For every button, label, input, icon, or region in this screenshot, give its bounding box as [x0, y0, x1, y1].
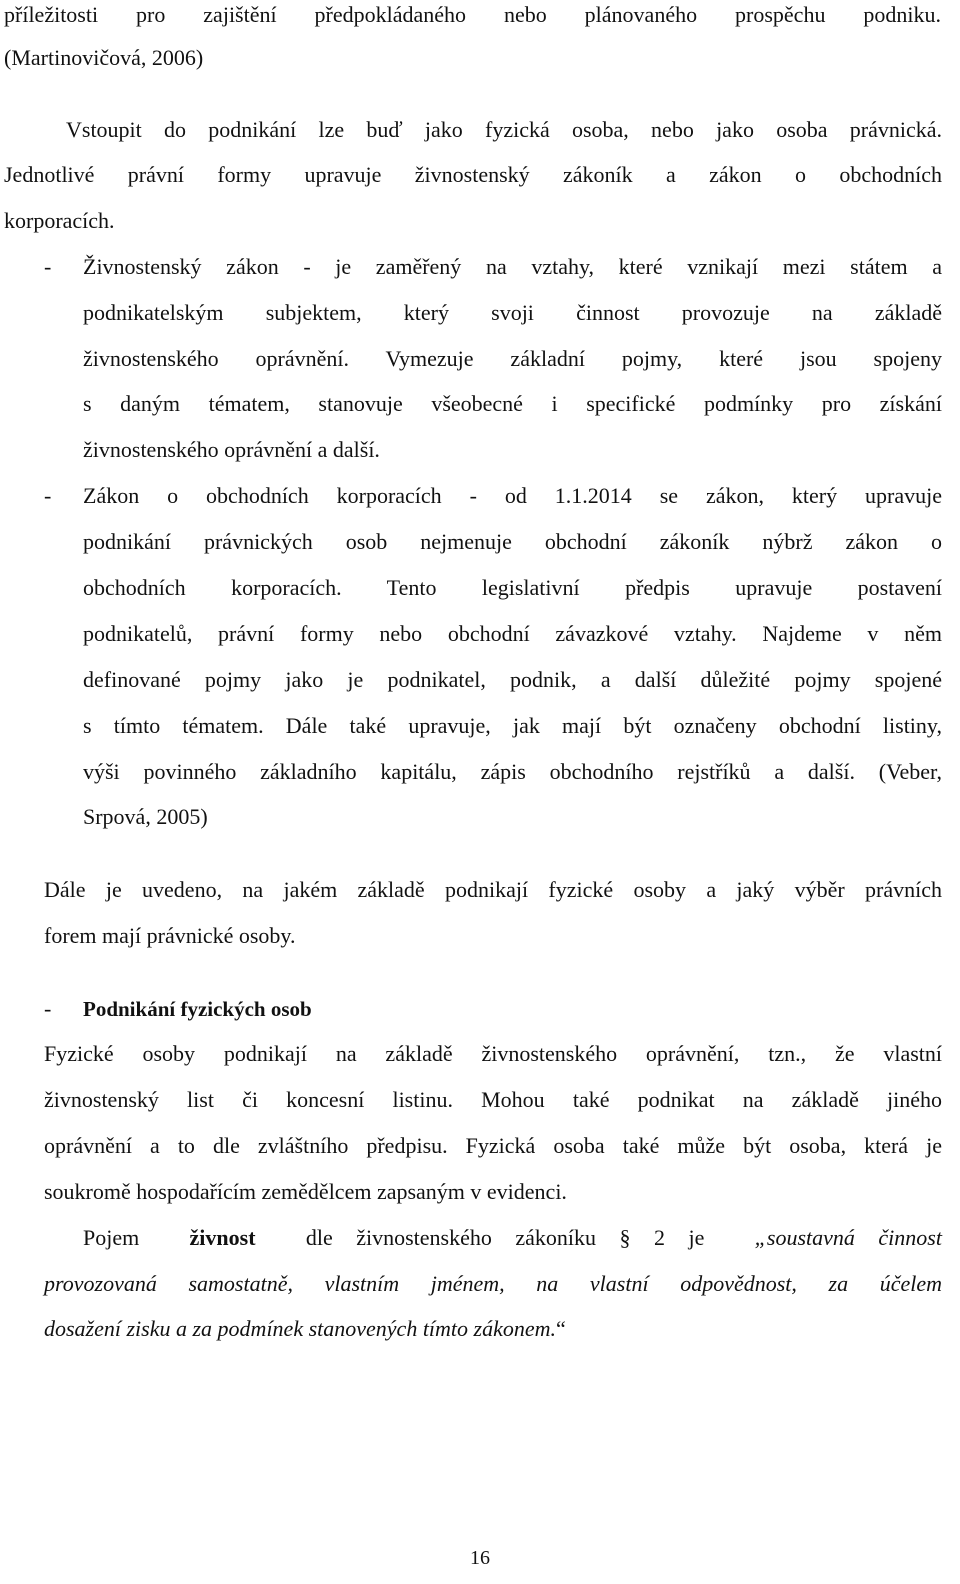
text-line: definované pojmy jako je podnikatel, podnik, a další důležité pojmy spojené — [83, 667, 942, 692]
text-line: živnostenského oprávnění. Vymezuje základní pojmy, které jsou spojeny — [83, 346, 942, 371]
quote-text: dosažení zisku a za podmínek stanovených tímto zákonem. — [44, 1316, 557, 1341]
quote-start: „soustavná činnost — [754, 1225, 942, 1250]
quote-end-mark: “ — [556, 1316, 566, 1341]
italic-quote-line — [44, 1314, 566, 1344]
text-line: podnikatelů, právní formy nebo obchodní závazkové vztahy. Najdeme v něm — [83, 621, 942, 646]
text-segment: dle živnostenského zákoníku § 2 je — [305, 1225, 705, 1250]
text-line: Fyzické osoby podnikají na základě živnostenského oprávnění, tzn., že vlastní — [44, 1041, 942, 1066]
text-line: s tímto tématem. Dále také upravuje, jak mají být označeny obchodní listiny, — [83, 713, 942, 738]
text-line-mixed — [83, 1223, 942, 1253]
text-line: Dále je uvedeno, na jakém základě podnikají fyzické osoby a jaký výběr právních — [44, 877, 942, 902]
text-line: Srpová, 2005) — [83, 804, 208, 829]
text-line: Živnostenský zákon - je zaměřený na vztahy, které vznikají mezi státem a — [83, 254, 942, 279]
text-line: obchodních korporacích. Tento legislativní předpis upravuje postavení — [83, 575, 942, 600]
text-line: Jednotlivé právní formy upravuje živnostenský zákoník a zákon o obchodních — [4, 162, 942, 187]
text-line: příležitosti pro zajištění předpokládaného nebo plánovaného prospěchu podniku. — [4, 2, 941, 27]
list-dash: - — [44, 254, 52, 279]
list-dash: - — [44, 996, 52, 1021]
italic-quote-line: provozovaná samostatně, vlastním jménem, na vlastní odpovědnost, za účelem — [44, 1271, 942, 1296]
text-line: výši povinného základního kapitálu, zápis obchodního rejstříků a další. (Veber, — [83, 759, 942, 784]
text-line: forem mají právnické osoby. — [44, 923, 296, 948]
text-line: Vstoupit do podnikání lze buď jako fyzická osoba, nebo jako osoba právnická. — [66, 117, 942, 142]
text-line: korporacích. — [4, 208, 115, 233]
text-line: oprávnění a to dle zvláštního předpisu. Fyzická osoba také může být osoba, která je — [44, 1133, 942, 1158]
page-number: 16 — [470, 1547, 490, 1569]
text-line: podnikání právnických osob nejmenuje obchodní zákoník nýbrž zákon o — [83, 529, 942, 554]
text-line: soukromě hospodařícím zemědělcem zapsaným v evidenci. — [44, 1179, 567, 1204]
section-heading: Podnikání fyzických osob — [83, 997, 312, 1021]
text-line: s daným tématem, stanovuje všeobecné i specifické podmínky pro získání — [83, 391, 942, 416]
text-segment: Pojem — [83, 1225, 140, 1250]
text-line: podnikatelským subjektem, který svoji činnost provozuje na základě — [83, 300, 942, 325]
text-line: živnostenský list či koncesní listinu. Mohou také podnikat na základě jiného — [44, 1087, 942, 1112]
list-dash: - — [44, 483, 52, 508]
bold-term: živnost — [189, 1225, 256, 1250]
text-line: Zákon o obchodních korporacích - od 1.1.2014 se zákon, který upravuje — [83, 483, 942, 508]
text-line: živnostenského oprávnění a další. — [83, 437, 380, 462]
text-line: (Martinovičová, 2006) — [4, 45, 204, 70]
